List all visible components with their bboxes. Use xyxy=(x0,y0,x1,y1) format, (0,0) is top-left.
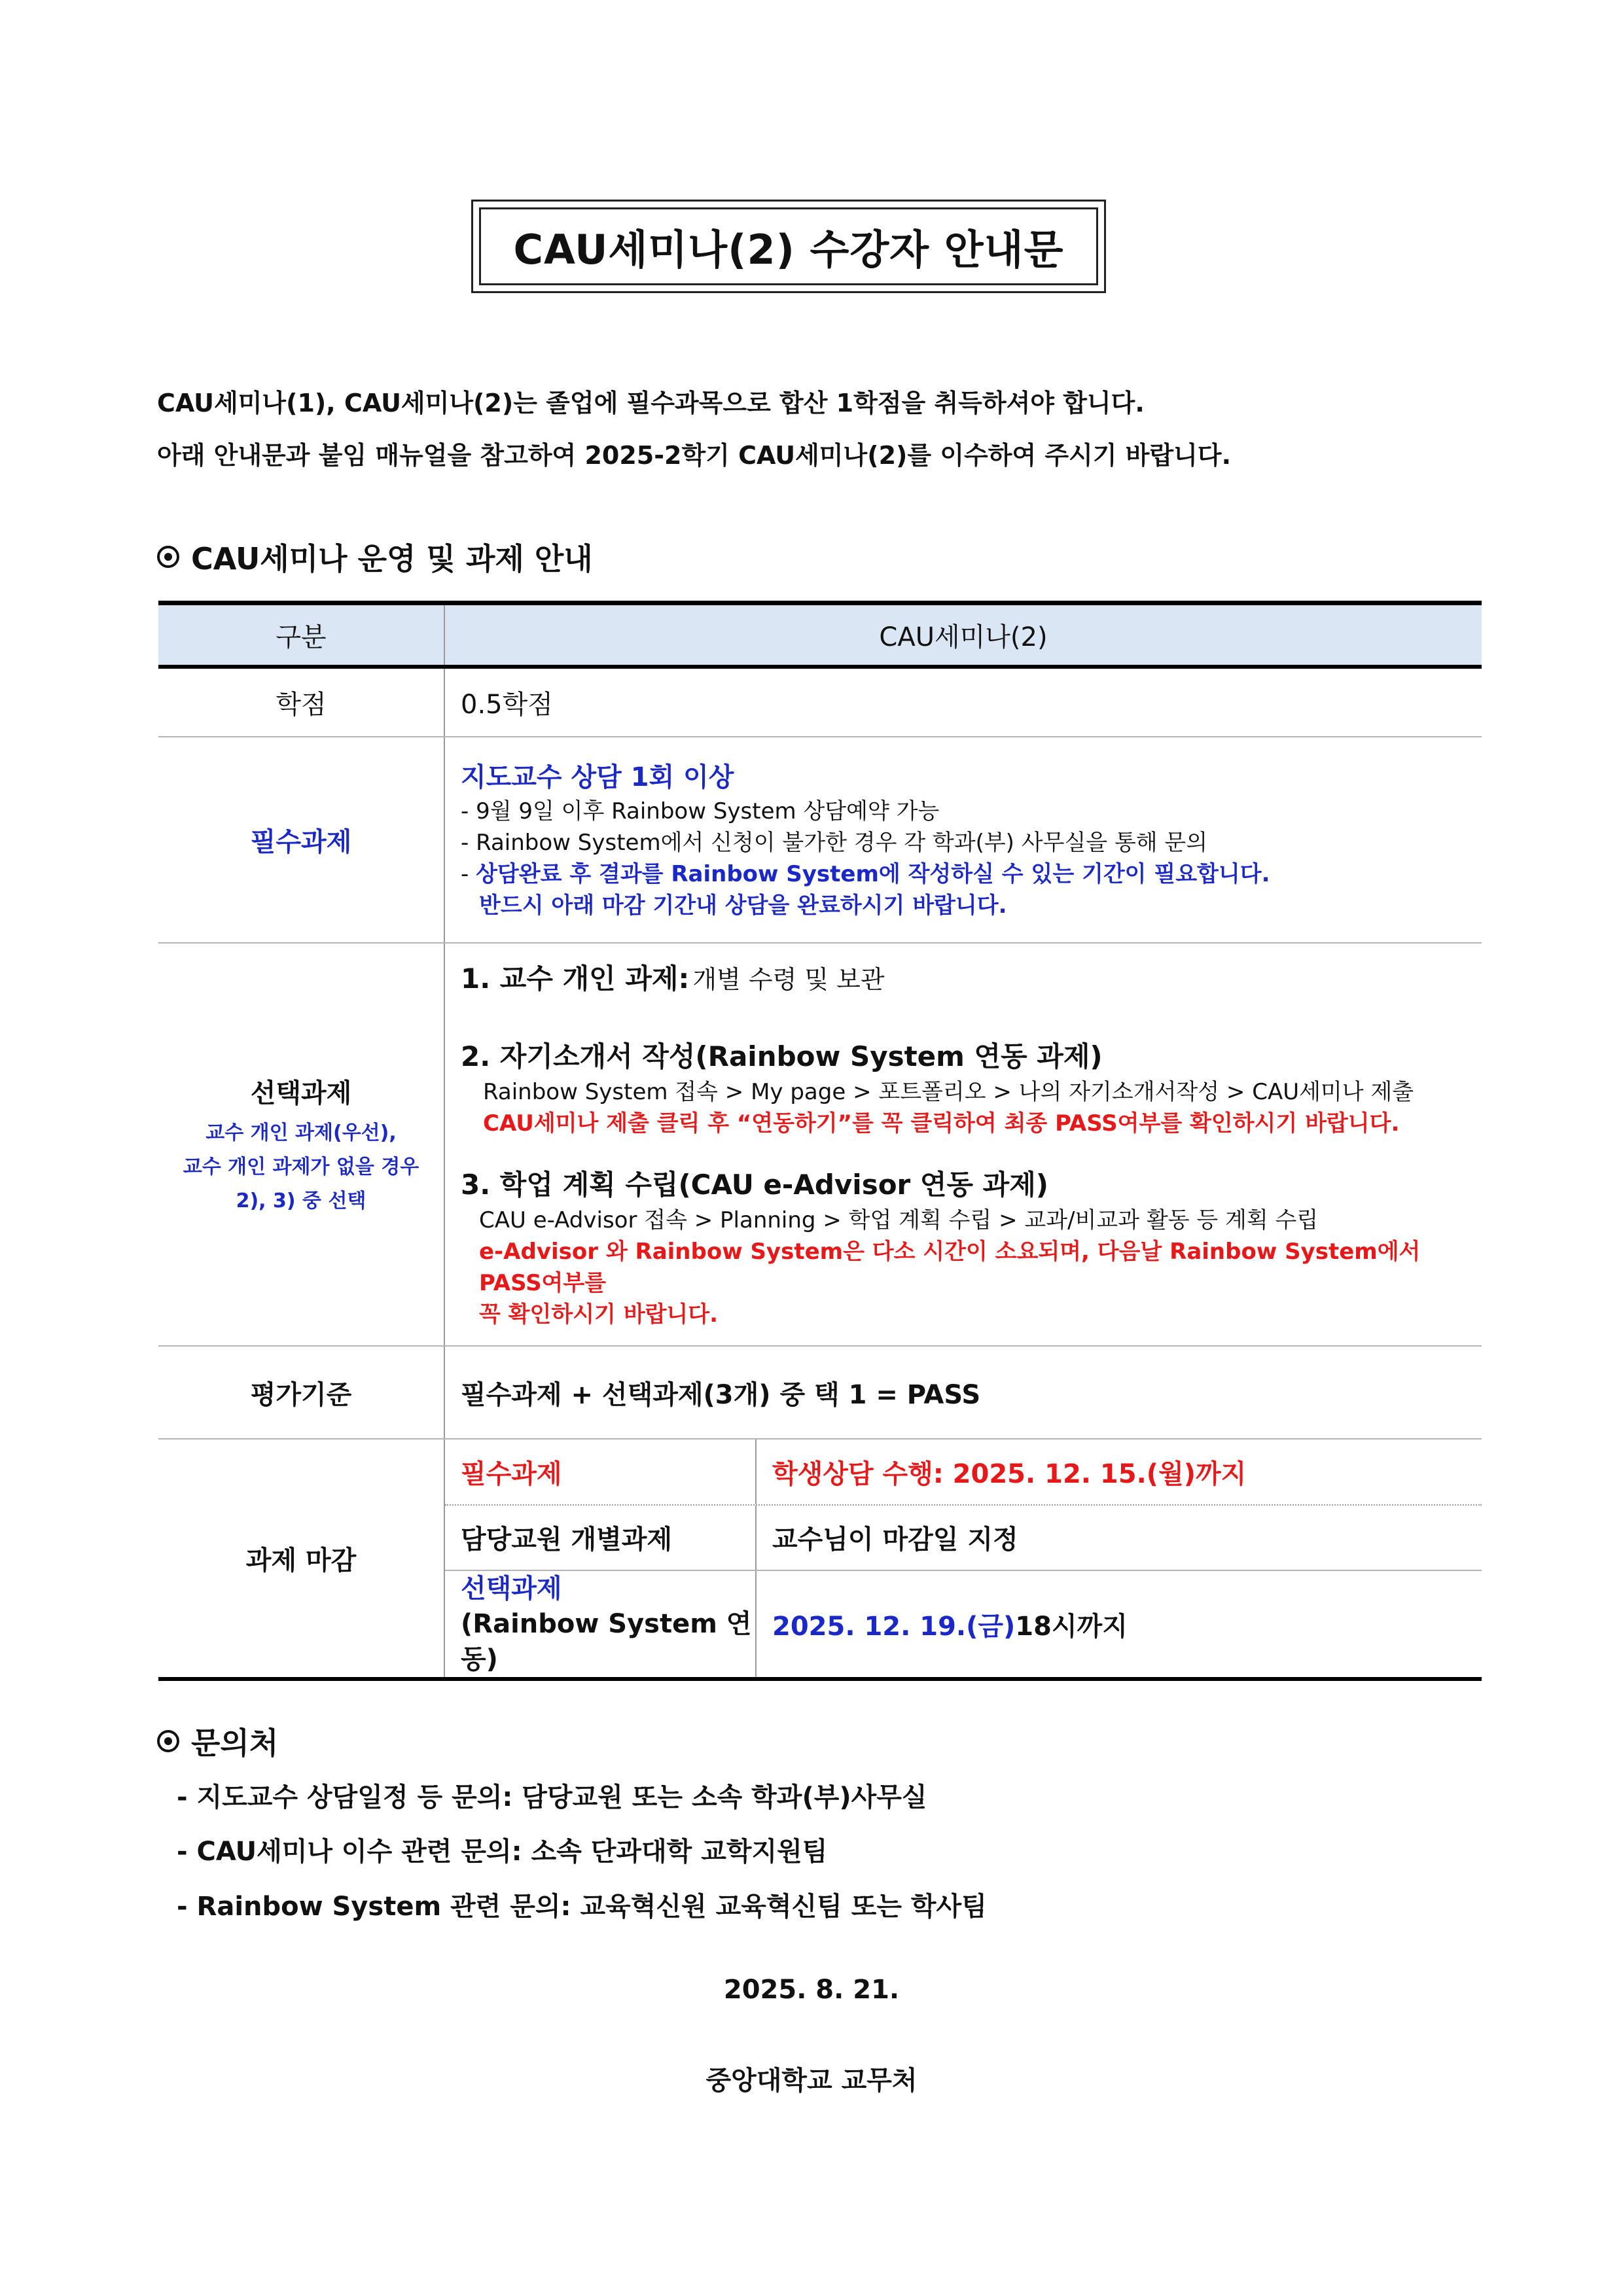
bullet-circle-icon xyxy=(157,546,179,568)
issue-date: 2025. 8. 21. xyxy=(723,1975,900,2005)
table-header-row xyxy=(158,605,1482,669)
section-heading-text: 문의처 xyxy=(191,1725,279,1761)
header-category: 구분 xyxy=(276,622,327,652)
info-table xyxy=(158,601,1482,1681)
header-course: CAU세미나(2) xyxy=(879,622,1048,652)
table-row-deadline xyxy=(158,1439,1482,1677)
elective-item-3-warning-1: e-Advisor 와 Rainbow System은 다소 시간이 소요되며, 다음날 Rainbow System에서 PASS여부를 xyxy=(479,1238,1421,1296)
required-label: 필수과제 xyxy=(250,827,352,857)
issuer: 중앙대학교 교무처 xyxy=(705,2066,918,2096)
elective-item-3-title: 3. 학업 계획 수립(CAU e-Advisor 연동 과제) xyxy=(461,1168,1048,1201)
deadline-row-elective: 선택과제 (Rainbow System 연동) 2025. 12. 19.(금) 18시까지 xyxy=(445,1571,1482,1677)
table-row-criteria xyxy=(158,1347,1482,1439)
section-heading-text: CAU세미나 운영 및 과제 안내 xyxy=(191,541,593,576)
elective-note-1: 교수 개인 과제(우선), xyxy=(205,1122,397,1144)
elective-item-3-warning-2: 꼭 확인하시기 바랍니다. xyxy=(479,1301,719,1328)
credit-label: 학점 xyxy=(276,690,327,720)
table-row-required xyxy=(158,737,1482,944)
required-emphasis-1: - 상담완료 후 결과를 Rainbow System에 작성하실 수 있는 기간이 필요합니다. xyxy=(461,860,1270,887)
elective-note-2: 교수 개인 과제가 없을 경우 xyxy=(183,1156,419,1178)
required-line-1: - 9월 9일 이후 Rainbow System 상담예약 가능 xyxy=(461,798,940,824)
elective-note-3: 2), 3) 중 선택 xyxy=(236,1190,366,1212)
table-row-credit xyxy=(158,669,1482,737)
criteria-label: 평가기준 xyxy=(250,1379,352,1410)
intro-line-1: CAU세미나(1), CAU세미나(2)는 졸업에 필수과목으로 합산 1학점을 취득하셔야 합니다. xyxy=(157,389,1145,417)
credit-value: 0.5학점 xyxy=(461,690,553,720)
section-heading-operation xyxy=(157,535,593,578)
elective-item-2-path: Rainbow System 접속 > My page > 포트폴리오 > 나의 자기소개서작성 > CAU세미나 제출 xyxy=(483,1078,1414,1105)
deadline-label: 과제 마감 xyxy=(245,1545,357,1576)
table-row-elective xyxy=(158,944,1482,1347)
required-line-2: - Rainbow System에서 신청이 불가한 경우 각 학과(부) 사무실을 통해 문의 xyxy=(461,829,1208,856)
section-heading-contact xyxy=(157,1720,278,1763)
contact-item-2: - CAU세미나 이수 관련 문의: 소속 단과대학 교학지원팀 xyxy=(177,1837,828,1867)
elective-item-2-title: 2. 자기소개서 작성(Rainbow System 연동 과제) xyxy=(461,1040,1103,1072)
required-emphasis-2: 반드시 아래 마감 기간내 상담을 완료하시기 바랍니다. xyxy=(479,892,1007,919)
contact-item-3: - Rainbow System 관련 문의: 교육혁신원 교육혁신팀 또는 학사팀 xyxy=(177,1892,987,1922)
elective-item-2-warning: CAU세미나 제출 클릭 후 “연동하기”를 꼭 클릭하여 최종 PASS여부를 확인하시기 바랍니다. xyxy=(483,1110,1400,1137)
contact-item-1: - 지도교수 상담일정 등 문의: 담당교원 또는 소속 학과(부)사무실 xyxy=(177,1782,927,1812)
criteria-value: 필수과제 + 선택과제(3개) 중 택 1 = PASS xyxy=(461,1379,981,1410)
deadline-row-individual: 담당교원 개별과제 교수님이 마감일 지정 xyxy=(445,1506,1482,1572)
bullet-circle-icon xyxy=(157,1730,179,1752)
deadline-row-required: 필수과제 학생상담 수행: 2025. 12. 15.(월)까지 xyxy=(445,1439,1482,1506)
elective-item-3-path: CAU e-Advisor 접속 > Planning > 학업 계획 수립 > 교과/비교과 활동 등 계획 수립 xyxy=(479,1207,1319,1233)
elective-label: 선택과제 xyxy=(250,1078,352,1108)
title-box xyxy=(471,200,1106,293)
required-title: 지도교수 상담 1회 이상 xyxy=(461,762,734,792)
page-title: CAU세미나(2) 수강자 안내문 xyxy=(479,207,1098,285)
elective-item-1: 1. 교수 개인 과제: 개별 수령 및 보관 xyxy=(461,962,885,995)
intro-line-2: 아래 안내문과 붙임 매뉴얼을 참고하여 2025-2학기 CAU세미나(2)를 이수하여 주시기 바랍니다. xyxy=(157,441,1232,470)
